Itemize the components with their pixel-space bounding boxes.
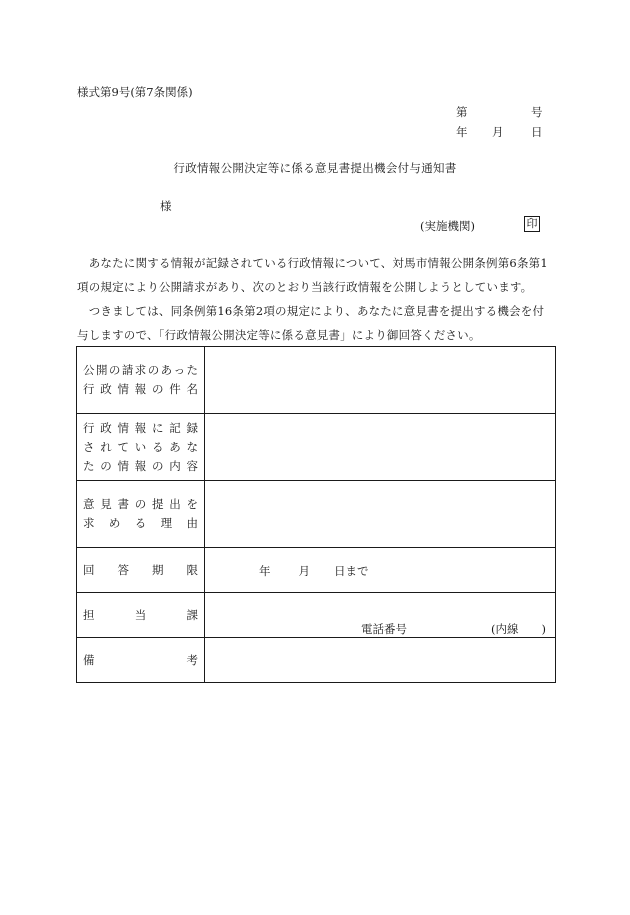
body-paragraph-1 bbox=[77, 251, 557, 299]
deadline-month-label: 月 bbox=[298, 564, 310, 578]
document-number-prefix: 第 bbox=[456, 105, 468, 119]
document-title: 行政情報公開決定等に係る意見書提出機会付与通知書 bbox=[173, 161, 457, 175]
table-row bbox=[77, 593, 556, 638]
remarks-field[interactable] bbox=[205, 638, 556, 683]
date-month-label: 月 bbox=[492, 125, 504, 139]
responsible-department-field[interactable] bbox=[205, 593, 556, 638]
addressee-honorific: 様 bbox=[160, 199, 172, 213]
remarks-label: 備 考 bbox=[77, 638, 205, 683]
date-year-label: 年 bbox=[456, 125, 468, 139]
paragraph-line: 与しますので、「行政情報公開決定等に係る意見書」により御回答ください。 bbox=[77, 328, 481, 342]
deadline-year-label: 年 bbox=[259, 564, 271, 578]
table-row bbox=[77, 414, 556, 481]
phone-number-label: 電話番号 bbox=[361, 622, 407, 636]
deadline-day-label: 日まで bbox=[334, 564, 369, 578]
recorded-information-field[interactable] bbox=[205, 414, 556, 481]
paragraph-line: あなたに関する情報が記録されている行政情報について、対馬市情報公開条例第6条第1 bbox=[77, 256, 548, 270]
notice-form-table bbox=[76, 346, 556, 683]
opinion-reason-label: 意 見 書 の 提 出 を 求 め る 理 由 bbox=[77, 481, 205, 548]
responsible-department-label: 担 当 課 bbox=[77, 593, 205, 638]
extension-label: (内線 ) bbox=[491, 622, 546, 636]
body-paragraph-2 bbox=[77, 299, 557, 347]
response-deadline-field[interactable] bbox=[205, 548, 556, 593]
table-row bbox=[77, 481, 556, 548]
document-number-suffix: 号 bbox=[531, 105, 543, 119]
table-row bbox=[77, 347, 556, 414]
deadline-date bbox=[259, 563, 369, 579]
seal-mark: 印 bbox=[524, 216, 540, 232]
table-row bbox=[77, 638, 556, 683]
paragraph-line: 項の規定により公開請求があり、次のとおり当該行政情報を公開しようとしています。 bbox=[77, 280, 533, 294]
issuing-agency-label: (実施機関) bbox=[420, 219, 475, 233]
recorded-information-label: 行 政 情 報 に 記 録 さ れ て い る あ な た の 情 報 の 内 容 bbox=[77, 414, 205, 481]
paragraph-line: つきましては、同条例第16条第2項の規定により、あなたに意見書を提出する機会を付 bbox=[77, 304, 545, 318]
requested-document-title-field[interactable] bbox=[205, 347, 556, 414]
opinion-reason-field[interactable] bbox=[205, 481, 556, 548]
form-number: 様式第9号(第7条関係) bbox=[77, 85, 193, 99]
date-day-label: 日 bbox=[531, 125, 543, 139]
table-row bbox=[77, 548, 556, 593]
response-deadline-label: 回 答 期 限 bbox=[77, 548, 205, 593]
requested-document-title-label: 公 開 の 請 求 の あ っ た 行 政 情 報 の 件 名 bbox=[77, 347, 205, 414]
